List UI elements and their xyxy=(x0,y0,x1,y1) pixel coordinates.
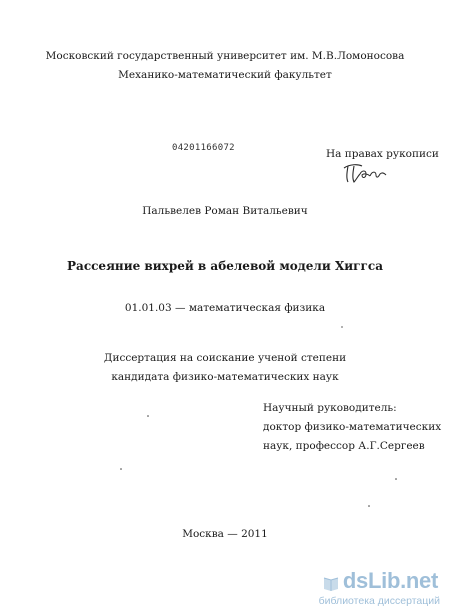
dissertation-title: Рассеяние вихрей в абелевой модели Хиггса xyxy=(67,259,383,273)
scan-speck xyxy=(147,415,149,417)
author-name: Пальвелев Роман Витальевич xyxy=(142,205,308,217)
watermark-logo: dsLib.net xyxy=(342,568,438,593)
document-code: 04201166072 xyxy=(172,143,235,153)
city-year: Москва — 2011 xyxy=(182,528,268,540)
degree-line-1: Диссертация на соискание ученой степени xyxy=(103,352,347,364)
advisor-degree: доктор физико-математических xyxy=(263,421,442,433)
faculty-name: Механико-математический факультет xyxy=(118,69,332,81)
manuscript-note: На правах рукописи xyxy=(326,148,439,160)
scan-speck xyxy=(341,326,343,328)
university-name: Московский государственный университет им. М.В.Ломоносова xyxy=(45,50,405,62)
scan-speck xyxy=(368,505,370,507)
degree-line-2: кандидата физико-математических наук xyxy=(111,371,339,383)
dslib-watermark xyxy=(318,568,450,616)
book-icon xyxy=(322,574,340,592)
specialty-code: 01.01.03 — математическая физика xyxy=(124,302,326,314)
handwritten-signature xyxy=(340,160,390,186)
scan-speck xyxy=(395,478,397,480)
watermark-subtitle: библиотека диссертаций xyxy=(318,595,440,607)
scan-speck xyxy=(120,468,122,470)
advisor-label: Научный руководитель: xyxy=(263,402,397,414)
advisor-name: наук, профессор А.Г.Сергеев xyxy=(263,440,425,452)
